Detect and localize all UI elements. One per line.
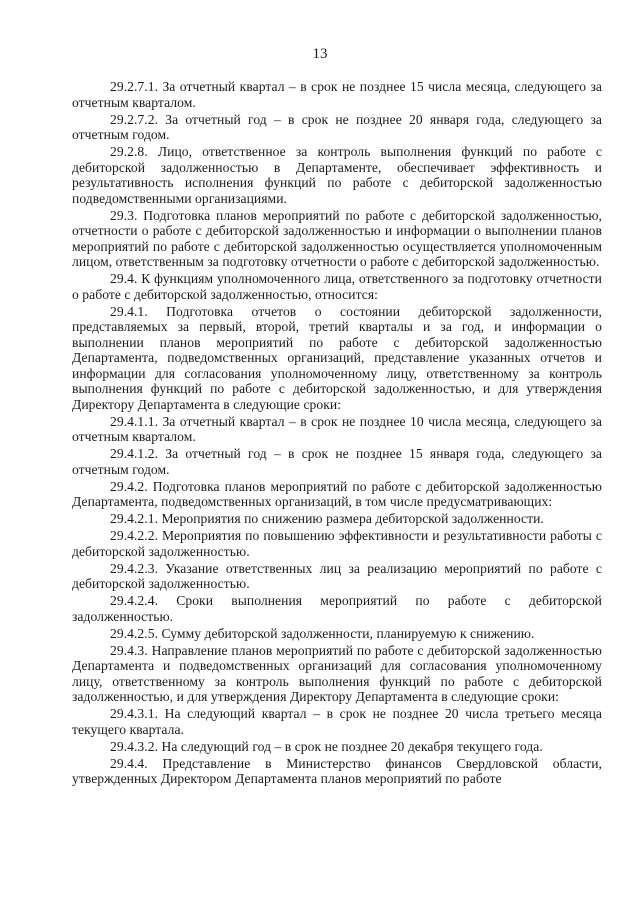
paragraph-29-3: 29.3. Подготовка планов мероприятий по работе с дебиторской задолженностью, отчетности о работе с дебиторской задолженностью и информации о выполнении планов мероприятий по работе с дебиторской задолженностью осуществляется уполномоченным лицом, ответственным за подготовку отчетности о работе с дебиторской задолженностью. <box>72 207 602 269</box>
paragraph-29-2-7-2: 29.2.7.2. За отчетный год – в срок не позднее 20 января года, следующего за отчетным годом. <box>72 111 602 142</box>
paragraph-29-4-1: 29.4.1. Подготовка отчетов о состоянии дебиторской задолженности, представляемых за первый, второй, третий кварталы и за год, и информации о выполнении планов мероприятий по работе с дебиторской задолженностью Департамента, подведомственных организаций, представление указанных отчетов и информации для согласования уполномоченному лицу, ответственному за контроль выполнения функций по работе с дебиторской задолженностью, и для утверждения Директору Департамента в следующие сроки: <box>72 303 602 412</box>
paragraph-29-4-3-1: 29.4.3.1. На следующий квартал – в срок не позднее 20 числа третьего месяца текущего квартала. <box>72 706 602 737</box>
paragraph-29-4-3-2: 29.4.3.2. На следующий год – в срок не позднее 20 декабря текущего года. <box>110 738 543 754</box>
paragraph-29-4-2-3: 29.4.2.3. Указание ответственных лиц за реализацию мероприятий по работе с дебиторской задолженностью. <box>72 560 602 591</box>
paragraph-29-4-1-2: 29.4.1.2. За отчетный год – в срок не позднее 15 января года, следующего за отчетным годом. <box>72 446 602 477</box>
page-number: 13 <box>312 46 328 62</box>
paragraph-29-2-8: 29.2.8. Лицо, ответственное за контроль выполнения функций по работе с дебиторской задолженностью в Департаменте, обеспечивает эффективность и результативность исполнения функций по работе с дебиторской задолженностью подведомственными организациями. <box>72 144 602 206</box>
paragraph-29-4-2-1: 29.4.2.1. Мероприятия по снижению размера дебиторской задолженности. <box>110 511 544 526</box>
paragraph-29-4-2-5: 29.4.2.5. Сумму дебиторской задолженности, планируемую к снижению. <box>110 625 535 641</box>
paragraph-29-4: 29.4. К функциям уполномоченного лица, ответственного за подготовку отчетности о работе с дебиторской задолженностью, относится: <box>72 271 602 302</box>
paragraph-29-4-2-2: 29.4.2.2. Мероприятия по повышению эффективности и результативности работы с дебиторской задолженностью. <box>72 528 602 559</box>
paragraph-29-4-4: 29.4.4. Представление в Министерство финансов Свердловской области, утвержденных Директором Департамента планов мероприятий по работе <box>72 755 602 786</box>
paragraph-29-2-7-1: 29.2.7.1. За отчетный квартал – в срок не позднее 15 числа месяца, следующего за отчетным кварталом. <box>72 79 602 110</box>
paragraph-29-4-2: 29.4.2. Подготовка планов мероприятий по работе с дебиторской задолженностью Департамента, подведомственных организаций, в том числе предусматривающих: <box>72 478 602 509</box>
paragraph-29-4-2-4: 29.4.2.4. Сроки выполнения мероприятий по работе с дебиторской задолженностью. <box>72 593 602 624</box>
paragraph-29-4-3: 29.4.3. Направление планов мероприятий по работе с дебиторской задолженностью Департамента и подведомственных организаций для согласования уполномоченному лицу, ответственному за контроль выполнения функций по работе с дебиторской задолженностью, и для утверждения Директору Департамента в следующие сроки: <box>72 642 602 704</box>
document-body <box>72 79 602 788</box>
paragraph-29-4-1-1: 29.4.1.1. За отчетный квартал – в срок не позднее 10 числа месяца, следующего за отчетным кварталом. <box>72 413 602 444</box>
